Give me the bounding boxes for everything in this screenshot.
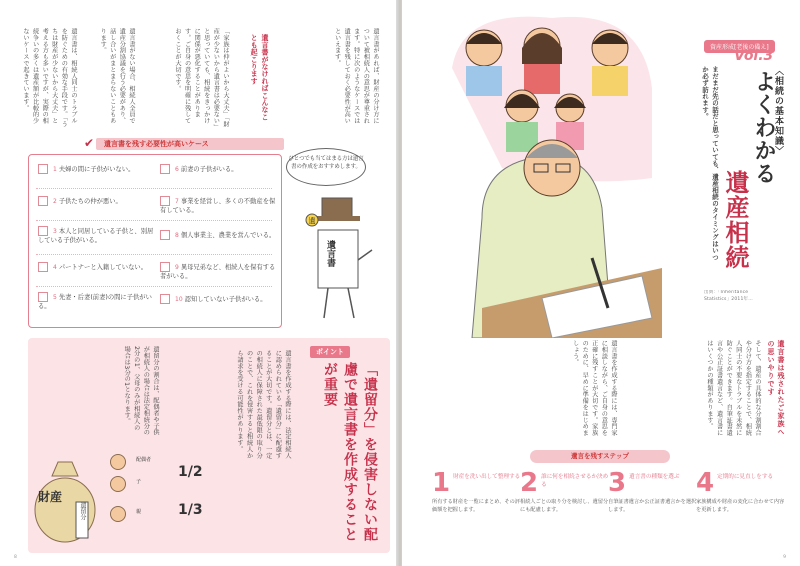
case-number: 7 <box>175 198 179 205</box>
check-icon: ✔ <box>84 136 95 150</box>
divider <box>36 286 272 287</box>
divider <box>36 188 272 189</box>
case-text: 夫婦の間に子供がいない。 <box>58 166 135 173</box>
case-text: 子供たちの仲が悪い。 <box>58 198 122 205</box>
left-page <box>0 0 398 566</box>
case-text: 認知していない子供がいる。 <box>184 296 267 303</box>
step-item <box>520 470 610 514</box>
case-number: 8 <box>175 232 179 239</box>
case-item[interactable] <box>160 262 278 281</box>
checkbox[interactable] <box>38 196 48 206</box>
step-number: 2 <box>520 468 539 498</box>
case-text: 前妻の子供がいる。 <box>180 166 238 173</box>
step-desc: 自筆証書遺言か公正証書遺言かを選択します。 <box>608 499 697 513</box>
lead-text: まだまだ先の話だと思っていても、遺産相続のタイミングはいつか必ず訪れます。 <box>700 66 719 261</box>
step-desc: 家族構成や財産の変化に合わせて内容を更新します。 <box>696 499 785 513</box>
step-title: 定期的に見直しをする <box>717 474 774 480</box>
step-number: 1 <box>432 468 451 498</box>
money-bag-label: 財産 <box>38 490 63 504</box>
child-icon <box>110 476 126 492</box>
left-column-2: 遺言書がない場合、相続人全員で遺産分割協議を行う必要があり、話し合いがまとまらないこともあります。 <box>99 28 135 124</box>
case-item[interactable] <box>38 292 158 311</box>
child-label: 子 <box>136 479 142 485</box>
case-number: 9 <box>175 264 179 271</box>
spouse-label: 配偶者 <box>136 457 152 463</box>
left-column-3: 「家族は仲がよいから大丈夫」「財産が少ないから遺言書は必要ない」と思っていても、相続をきっかけに関係が悪化することがあります。ご自身の意思を明確に残しておくことが大切です。 <box>173 28 229 128</box>
point-label: ポイント <box>310 346 350 358</box>
checkbox[interactable] <box>160 196 170 206</box>
case-item[interactable] <box>38 226 158 245</box>
checkbox[interactable] <box>38 262 48 272</box>
right-column-a: そして、遺産の具体的な分割割合や分け方を指定することで、相続人同士の不要なトラブルを未然に防ぐことができます。自筆証書遺言や公正証書遺言など、遺言書にはいくつかの種類があります。 <box>705 340 761 436</box>
step-desc: 相続人ごとの取り分を検討し、遺留分にも配慮します。 <box>520 499 609 513</box>
point-body: 遺言書を作成する際には、法定相続人に認められている「遺留分」に配慮することが大切です。遺留分とは、一定の相続人に保障された最低限の取り分のことで、これを侵害すると相続人から請求を受ける可能性があります。 <box>235 350 291 459</box>
case-number: 5 <box>53 294 57 301</box>
checkbox[interactable] <box>160 294 170 304</box>
case-number: 3 <box>53 228 57 235</box>
case-number: 4 <box>53 264 57 271</box>
case-item[interactable] <box>160 164 278 174</box>
case-item[interactable] <box>160 196 278 215</box>
source-caption: 出典：「Inheritance Statistics」2011年… <box>704 290 753 302</box>
speech-bubble: ひとつでも当てはまる方は遺言書の作成をおすすめします。 <box>286 148 366 186</box>
divider <box>36 220 272 221</box>
step-title: 遺言書の種類を選ぶ <box>629 474 680 480</box>
step-item <box>608 470 698 514</box>
point-body-2: 遺留分の割合は、配偶者や子供が相続人の場合は法定相続分の2分の1、父母のみが相続人の場合は3分の1となります。 <box>123 346 159 436</box>
svg-text:遺: 遺 <box>308 217 316 225</box>
series-badge: 資産形成[老後の備え] <box>704 40 775 53</box>
parent-label: 親 <box>136 509 142 515</box>
right-column-b: 遺言書を作成する際には、専門家に相談しながら、ご自身の意思を正確に残すことが大切です。家族のために、早めに準備をはじめましょう。 <box>571 340 617 436</box>
case-number: 6 <box>175 166 179 173</box>
checkbox[interactable] <box>160 164 170 174</box>
checkbox[interactable] <box>38 164 48 174</box>
step-number: 4 <box>696 468 715 498</box>
right-page-number: 9 <box>783 555 786 560</box>
step-number: 3 <box>608 468 627 498</box>
step-item <box>432 470 522 514</box>
case-item[interactable] <box>38 196 158 206</box>
case-item[interactable] <box>38 262 158 272</box>
case-number: 10 <box>175 296 183 303</box>
spouse-icon <box>110 454 126 470</box>
title-main: よくわかる <box>751 70 776 185</box>
case-text: 本人と同居している子供と、別居している子供がいる。 <box>38 228 154 244</box>
checklist-title: 遺言書を残す必要性が高いケース <box>96 138 284 150</box>
money-bag-sub-label: 遺留分 <box>79 502 86 520</box>
steps-title: 遺言を残すステップ <box>530 450 670 463</box>
right-subhead: 遺言書は残されたご家族への思いやりです <box>767 340 785 436</box>
step-item <box>696 470 786 514</box>
case-item[interactable] <box>160 294 278 304</box>
half-share: 1/2 <box>178 464 203 480</box>
left-subhead: 遺言書がなければこんなことも起こります <box>250 34 269 121</box>
divider <box>36 254 272 255</box>
checkbox[interactable] <box>160 230 170 240</box>
checkbox[interactable] <box>38 226 48 236</box>
checkbox[interactable] <box>38 292 48 302</box>
case-text: 個人事業主、農業を営んでいる。 <box>180 232 276 239</box>
will-character-illustration <box>300 190 380 330</box>
case-item[interactable] <box>160 230 278 240</box>
third-share: 1/3 <box>178 502 203 518</box>
parent-icon <box>110 506 126 522</box>
case-text: 先妻・后妻(前妻)の間に子供がいる。 <box>38 294 152 310</box>
left-page-number: 8 <box>14 555 17 560</box>
step-title: 財産を洗い出して整理する <box>453 474 521 480</box>
share-diagram <box>104 448 214 528</box>
case-number: 2 <box>53 198 57 205</box>
step-title: 誰に何を相続させるか決める <box>541 474 609 488</box>
right-page <box>402 0 800 566</box>
volume-label: Vol.3 <box>734 48 774 64</box>
will-sign-label: 遺言書 <box>325 240 335 267</box>
title-big: 遺産相続 <box>721 170 749 270</box>
case-number: 1 <box>53 166 57 173</box>
point-headline: 「遺留分」を侵害しない配慮で遺言書を作成することが重要 <box>322 362 378 542</box>
case-item[interactable] <box>38 164 158 174</box>
checkbox[interactable] <box>160 262 170 272</box>
title-small: 〈相続の基本知識〉 <box>773 66 783 156</box>
left-column-1: 遺言書は、相続人同士のトラブルを防ぐための有効な手段です。「うちは財産が少ないから大丈夫」と考える方も多いですが、実際の相続争いの多くは遺産額が比較的少ないケースで起きています。 <box>22 28 77 128</box>
case-text: 事業を経営し、多くの不動産を保有している。 <box>160 198 276 214</box>
step-desc: 所有する財産を一覧にまとめ、その評価額を把握します。 <box>432 499 520 513</box>
left-column-4: 遺言書があれば、財産の分け方について被相続人の意思が尊重されます。特に次のようなケースでは遺言書を残しておく必要性が高いといえます。 <box>333 28 379 124</box>
case-text: パートナーと入籍していない。 <box>58 264 147 271</box>
case-text: 異母兄弟など、相続人を保有する者がいる。 <box>160 264 276 280</box>
family-illustration <box>442 8 662 338</box>
